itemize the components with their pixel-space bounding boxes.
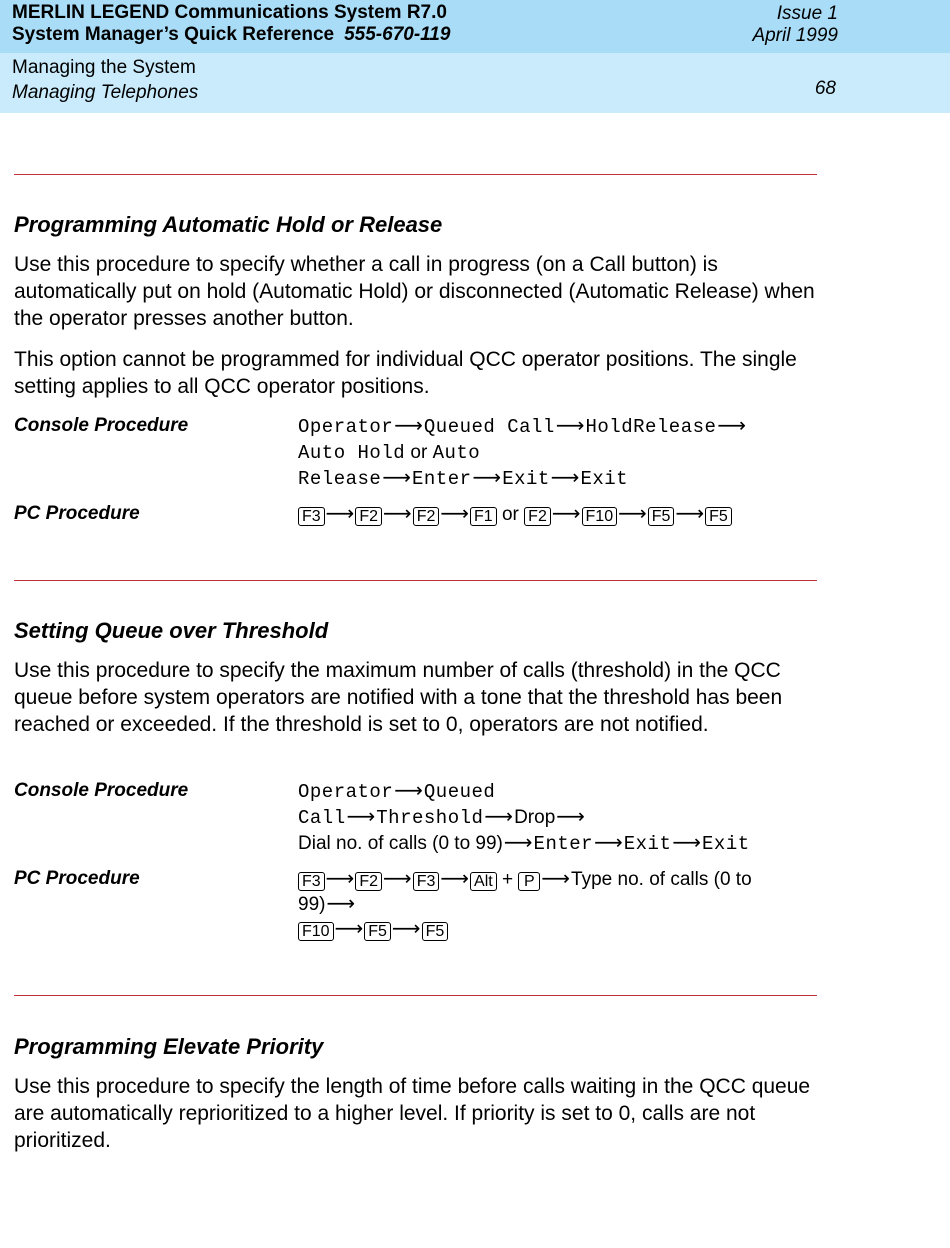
arrow-icon: ⟶	[472, 467, 502, 489]
step-drop: Drop	[514, 807, 556, 828]
arrow-icon: ⟶	[440, 503, 470, 525]
key-f2: F2	[355, 507, 382, 526]
step-dial: Dial no. of calls (0 to 99)	[298, 833, 503, 854]
step-exit: Exit	[702, 833, 750, 855]
arrow-icon: ⟶	[325, 868, 355, 890]
step-queued: Queued	[423, 781, 496, 803]
pc-procedure-steps	[298, 502, 798, 527]
type-text: Type no. of calls (0 to	[571, 869, 752, 890]
key-f3: F3	[298, 872, 325, 891]
key-f10: F10	[298, 922, 334, 941]
step-threshold: Threshold	[376, 807, 484, 829]
arrow-icon: ⟶	[382, 467, 411, 489]
arrow-icon: ⟶	[503, 832, 533, 854]
step-enter: Enter	[412, 468, 472, 490]
section-divider	[14, 174, 817, 175]
step-release: Release	[298, 468, 382, 490]
step-operator: Operator	[298, 781, 394, 803]
section-divider	[14, 580, 817, 581]
key-f5: F5	[648, 507, 675, 526]
arrow-icon: ⟶	[551, 503, 581, 525]
arrow-icon: ⟶	[541, 868, 571, 890]
arrow-icon: ⟶	[594, 832, 623, 854]
step-exit: Exit	[502, 468, 550, 490]
arrow-icon: ⟶	[717, 415, 747, 437]
key-f2: F2	[355, 872, 382, 891]
step-enter: Enter	[533, 833, 594, 855]
section-paragraph: Use this procedure to specify the maximum number of calls (threshold) in the QCC queue before system operators are notified with a tone that the threshold has been reached or exceeded. If the threshold is set to 0, operators are not notified.	[14, 659, 783, 736]
or-text: or	[501, 504, 519, 525]
arrow-icon: ⟶	[555, 415, 585, 437]
arrow-icon: ⟶	[440, 868, 470, 890]
arrow-icon: ⟶	[672, 832, 702, 854]
arrow-icon: ⟶	[346, 806, 376, 828]
document-title: MERLIN LEGEND Communications System R7.0	[12, 2, 447, 23]
arrow-icon: ⟶	[618, 503, 647, 525]
arrow-icon: ⟶	[556, 806, 585, 828]
section-divider	[14, 995, 817, 996]
key-alt: Alt	[470, 872, 497, 891]
subtitle-text: System Manager’s Quick Reference	[12, 24, 335, 45]
step-queued-call: Queued Call	[423, 416, 555, 438]
step-exit: Exit	[580, 468, 629, 490]
console-procedure-label: Console Procedure	[14, 415, 189, 436]
or-text: or	[410, 442, 428, 463]
console-procedure-label: Console Procedure	[14, 780, 189, 801]
key-f2: F2	[524, 507, 551, 526]
arrow-icon: ⟶	[675, 503, 705, 525]
key-f3: F3	[298, 507, 325, 526]
step-operator: Operator	[298, 416, 394, 438]
document-subtitle	[12, 24, 450, 46]
arrow-icon: ⟶	[326, 893, 356, 915]
console-procedure-steps	[298, 414, 798, 492]
key-f5: F5	[705, 507, 732, 526]
key-f10: F10	[582, 507, 618, 526]
key-f3: F3	[413, 872, 440, 891]
arrow-icon: ⟶	[334, 918, 364, 940]
step-call: Call	[298, 807, 346, 829]
step-auto: Auto	[432, 442, 481, 464]
issue-label: Issue 1	[776, 3, 838, 24]
console-procedure-steps	[298, 779, 798, 857]
step-exit: Exit	[623, 833, 672, 855]
page-number: 68	[814, 78, 836, 99]
step-auto-hold: Auto Hold	[298, 442, 406, 464]
arrow-icon: ⟶	[325, 503, 355, 525]
pc-procedure-label: PC Procedure	[14, 868, 140, 889]
arrow-icon: ⟶	[394, 415, 423, 437]
section-heading: Setting Queue over Threshold	[14, 618, 329, 643]
subsection-title: Managing Telephones	[12, 82, 199, 103]
key-p: P	[518, 872, 540, 891]
plus-text: +	[501, 869, 514, 890]
arrow-icon: ⟶	[550, 467, 580, 489]
section-paragraph: Use this procedure to specify the length of time before calls waiting in the QCC queue are automatically reprioritized to a higher level. If priority is set to 0, calls are not prioritized.	[14, 1075, 811, 1152]
arrow-icon: ⟶	[484, 806, 514, 828]
key-f2: F2	[413, 507, 440, 526]
section-heading: Programming Elevate Priority	[14, 1034, 324, 1059]
key-f1: F1	[470, 507, 497, 526]
section-heading: Programming Automatic Hold or Release	[14, 212, 443, 237]
arrow-icon: ⟶	[394, 780, 423, 802]
section-title: Managing the System	[12, 57, 196, 78]
step-holdrelease: HoldRelease	[585, 416, 717, 438]
section-paragraph: Use this procedure to specify whether a call in progress (on a Call button) is automatically put on hold (Automatic Hold) or disconnected (Automatic Release) when the operator presses another button.	[14, 253, 815, 330]
section-paragraph: This option cannot be programmed for individual QCC operator positions. The single setting applies to all QCC operator positions.	[14, 348, 797, 398]
type-text-cont: 99)	[298, 894, 326, 915]
arrow-icon: ⟶	[383, 503, 412, 525]
arrow-icon: ⟶	[383, 868, 412, 890]
key-f5: F5	[422, 922, 449, 941]
key-f5: F5	[364, 922, 391, 941]
pc-procedure-label: PC Procedure	[14, 503, 140, 524]
issue-date: April 1999	[752, 25, 838, 46]
arrow-icon: ⟶	[391, 918, 421, 940]
part-number: 555-670-119	[344, 24, 451, 45]
pc-procedure-steps	[298, 867, 798, 942]
